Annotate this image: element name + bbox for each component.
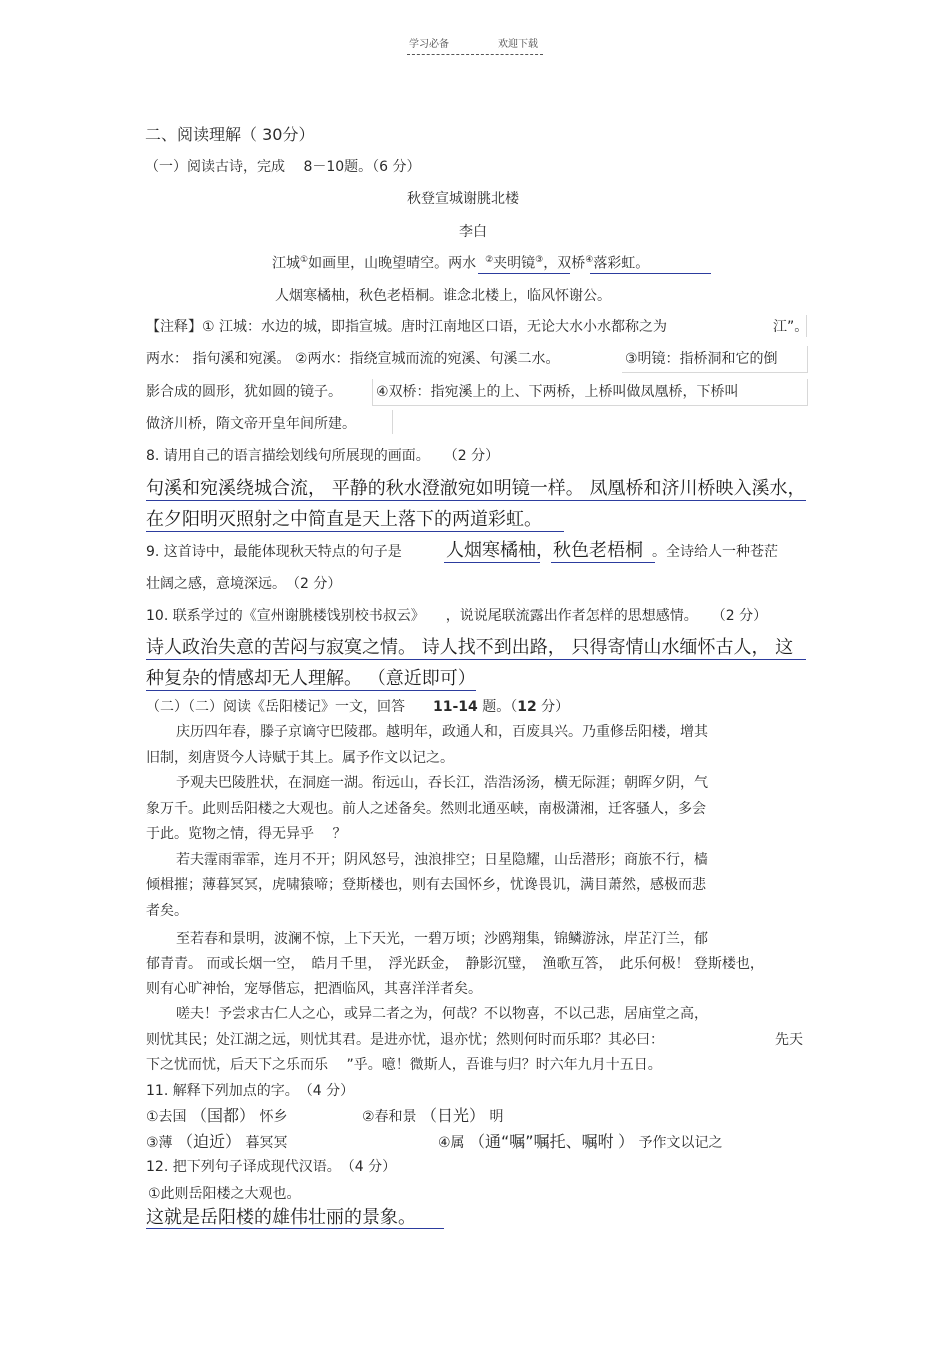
question-11: 11. 解释下列加点的字。 （4 分）	[146, 1083, 355, 1099]
q11-item-4: ④属 （通“嘱”嘱托、嘱咐 ） 予作文以记之	[438, 1132, 723, 1151]
passage-line-13-end: 先天	[775, 1032, 803, 1048]
poem-title: 秋登宣城谢朓北楼	[407, 191, 519, 207]
passage-line-2: 旧制，刻唐贤今人诗赋于其上。属予作文以记之。	[146, 750, 454, 766]
q11-item-3: ③薄 （迫近） 暮冥冥	[146, 1132, 288, 1151]
poem-author: 李白	[459, 224, 487, 240]
passage-line-1: 庆历四年春，滕子京谪守巴陵郡。越明年，政通人和，百废具兴。乃重修岳阳楼，增其	[176, 724, 708, 740]
answer-10-line-1: 诗人政治失意的苦闷与寂寞之情。 诗人找不到出路， 只得寄情山水缅怀古人， 这	[146, 637, 794, 658]
part2-intro: （二）（二）阅读《岳阳楼记》一文，回答 11-14 题。（12 分）	[146, 699, 570, 715]
poem-underline-2	[590, 273, 711, 274]
answer-9-a: 人烟寒橘柚，	[446, 540, 554, 561]
poem-line-1: 江城①如画里，山晚望晴空。两水 ②夹明镜③，双桥④落彩虹。	[272, 255, 650, 272]
answer-10-underline-2	[146, 690, 476, 691]
answer-9-underline-b	[551, 562, 655, 563]
passage-line-8: 者矣。	[146, 903, 188, 919]
q12-item-1: ①此则岳阳楼之大观也。	[148, 1186, 301, 1202]
note-4: 影合成的圆形，犹如圆的镜子。	[146, 384, 342, 400]
poem-line-2: 人烟寒橘柚，秋色老梧桐。谁念北楼上，临风怀谢公。	[275, 288, 611, 304]
answer-8-underline-2	[146, 531, 564, 532]
header-divider	[407, 54, 543, 55]
answer-8-line-1: 句溪和宛溪绕城合流， 平静的秋水澄澈宛如明镜一样。 凤凰桥和济川桥映入溪水，	[146, 478, 806, 499]
answer-10-line-2: 种复杂的情感却无人理解。 （意近即可）	[146, 668, 476, 689]
question-8: 8. 请用自己的语言描绘划线句所展现的画面。 （2 分）	[146, 448, 500, 464]
note-1: 【注释】① 江城：水边的城，即指宣城。唐时江南地区口语，无论大水小水都称之为	[146, 319, 667, 335]
question-9-a: 9. 这首诗中，最能体现秋天特点的句子是	[146, 544, 402, 560]
answer-8-underline-1	[146, 500, 806, 501]
header-left: 学习必备	[409, 39, 449, 50]
answer-9-b: 秋色老梧桐	[553, 540, 643, 561]
passage-line-6: 若夫霪雨霏霏，连月不开；阴风怒号，浊浪排空；日星隐耀，山岳潜形；商旅不行，樯	[176, 852, 708, 868]
note-1-end: 江”。	[773, 319, 809, 335]
passage-line-12: 嗟夫！予尝求古仁人之心，或异二者之为，何哉？不以物喜，不以己悲，居庙堂之高，	[176, 1006, 708, 1022]
answer-10-underline-1	[146, 659, 806, 660]
q11-item-1: ①去国 （国都） 怀乡	[146, 1106, 288, 1125]
answer-9-underline-a	[444, 562, 540, 563]
note-5: ④双桥：指宛溪上的上、下两桥，上桥叫做凤凰桥，下桥叫	[376, 384, 739, 400]
passage-line-5: 于此。览物之情，得无异乎 ？	[146, 826, 347, 842]
question-9-b: 。全诗给人一种苍茫	[652, 544, 778, 560]
answer-12-1: 这就是岳阳楼的雄伟壮丽的景象。	[146, 1207, 416, 1228]
note-3: ③明镜：指桥洞和它的倒	[625, 351, 778, 367]
passage-line-10: 郁青青。 而或长烟一空， 皓月千里， 浮光跃金， 静影沉璧， 渔歌互答， 此乐何极！ 登斯楼也，	[146, 956, 764, 972]
passage-line-13: 则忧其民；处江湖之远，则忧其君。是进亦忧，退亦忧；然则何时而乐耶？其必曰：	[146, 1032, 664, 1048]
question-12: 12. 把下列句子译成现代汉语。 （4 分）	[146, 1159, 397, 1175]
passage-line-14: 下之忧而忧，后天下之乐而乐 ”乎。噫！微斯人，吾谁与归？时六年九月十五日。	[146, 1057, 662, 1073]
passage-line-4: 象万千。此则岳阳楼之大观也。前人之述备矣。然则北通巫峡，南极潇湘，迁客骚人，多会	[146, 801, 706, 817]
question-10: 10. 联系学过的《宣州谢朓楼饯别校书叔云》 ，说说尾联流露出作者怎样的思想感情。 （2 分）	[146, 608, 768, 624]
passage-line-11: 则有心旷神怡，宠辱偕忘，把酒临风，其喜洋洋者矣。	[146, 981, 482, 997]
answer-8-line-2: 在夕阳明灭照射之中简直是天上落下的两道彩虹。	[146, 509, 542, 530]
passage-line-7: 倾楫摧；薄暮冥冥，虎啸猿啼；登斯楼也，则有去国怀乡，忧谗畏讥，满目萧然，感极而悲	[146, 877, 706, 893]
part1-intro: （一）阅读古诗，完成 8－10题。（6 分）	[145, 159, 421, 175]
section-title: 二、阅读理解（ 30分）	[145, 125, 315, 144]
q11-item-2: ②春和景 （日光） 明	[362, 1106, 504, 1125]
passage-line-3: 予观夫巴陵胜状，在洞庭一湖。衔远山，吞长江，浩浩汤汤，横无际涯；朝晖夕阴，气	[176, 775, 708, 791]
header-right: 欢迎下载	[498, 39, 538, 50]
note-6: 做济川桥，隋文帝开皇年间所建。	[146, 416, 356, 432]
poem-underline-1	[478, 273, 570, 274]
question-9-c: 壮阔之感，意境深远。 （2 分）	[146, 576, 342, 592]
note-2: 两水： 指句溪和宛溪。 ②两水：指绕宣城而流的宛溪、句溪二水。	[146, 351, 560, 367]
answer-12-underline	[146, 1228, 444, 1229]
passage-line-9: 至若春和景明，波澜不惊，上下天光，一碧万顷；沙鸥翔集，锦鳞游泳，岸芷汀兰，郁	[176, 931, 708, 947]
